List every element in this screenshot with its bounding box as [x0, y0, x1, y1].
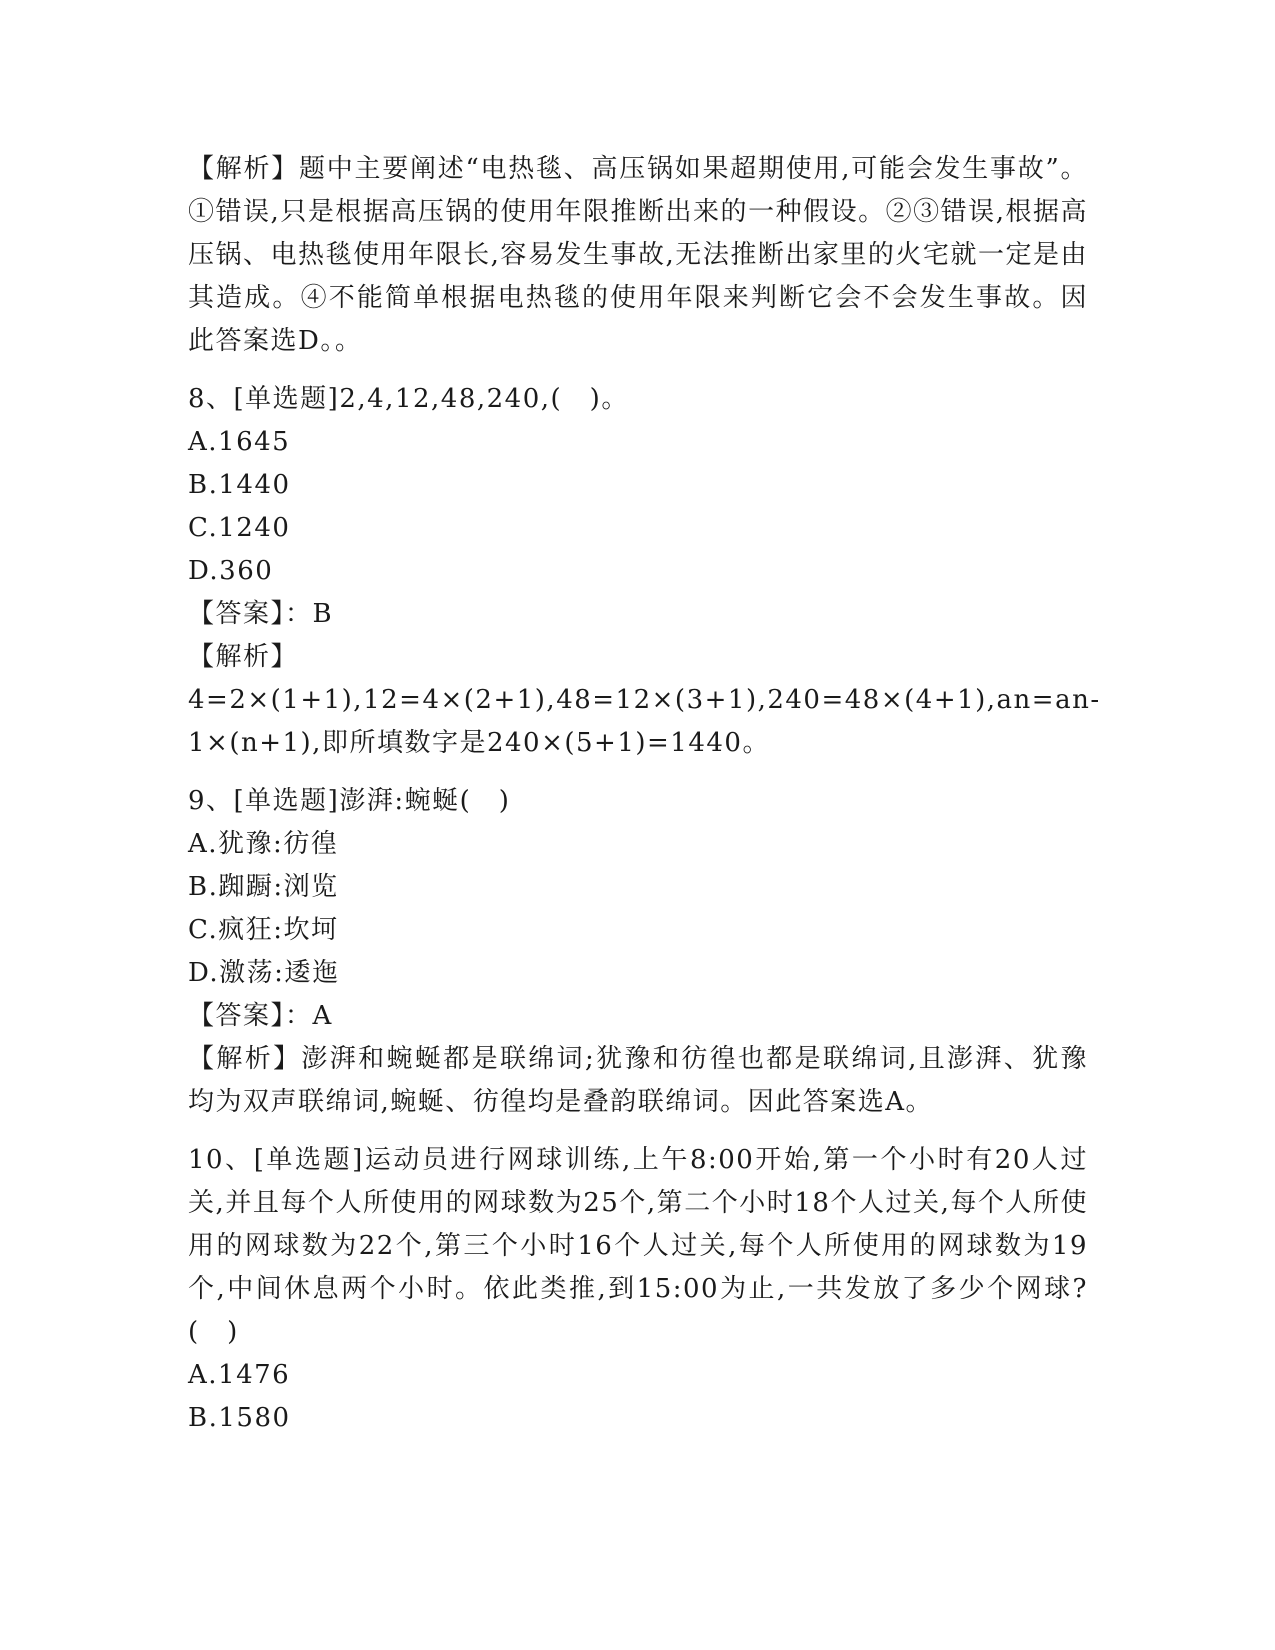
- spacer: [188, 765, 1088, 780]
- question-9-stem: 9、[单选题]澎湃:蜿蜒( ): [188, 786, 511, 816]
- question-10: [188, 1139, 1088, 1440]
- question-8-option-d: D.360: [188, 556, 274, 586]
- question-8-analysis-title: 【解析】: [188, 642, 299, 672]
- spacer: [188, 1124, 1088, 1139]
- question-9-option-d: D.激荡:逶迤: [188, 958, 340, 988]
- question-8-analysis: 4=2×(1+1),12=4×(2+1),48=12×(3+1),240=48×(4+1),an=an-1×(n+1),即所填数字是240×(5+1)=1440。: [188, 685, 1101, 758]
- question-10-stem: 10、[单选题]运动员进行网球训练,上午8:00开始,第一个小时有20人过关,并且每个人所使用的网球数为25个,第二个小时18个人过关,每个人所使用的网球数为22个,第三个小时16个人过关,每个人所使用的网球数为19个,中间休息两个小时。依此类推,到15:00为止,一共发放了多少个网球?( ): [188, 1145, 1088, 1347]
- question-8-option-a: A.1645: [188, 427, 291, 457]
- question-8-stem: 8、[单选题]2,4,12,48,240,( )。: [188, 384, 629, 414]
- prev-question-analysis: 【解析】题中主要阐述“电热毯、高压锅如果超期使用,可能会发生事故”。①错误,只是根据高压锅的使用年限推断出来的一种假设。②③错误,根据高压锅、电热毯使用年限长,容易发生事故,无法推断出家里的火宅就一定是由其造成。④不能简单根据电热毯的使用年限来判断它会不会发生事故。因此答案选D。。: [188, 154, 1088, 356]
- question-8-answer: 【答案】：B: [188, 599, 334, 629]
- question-9: [188, 780, 1088, 1124]
- question-9-option-a: A.犹豫:彷徨: [188, 829, 339, 859]
- question-10-option-a: A.1476: [188, 1360, 291, 1390]
- question-8: [188, 378, 1101, 765]
- question-10-option-b: B.1580: [188, 1403, 291, 1433]
- question-9-answer: 【答案】：A: [188, 1001, 333, 1031]
- question-8-option-c: C.1240: [188, 513, 291, 543]
- question-9-option-c: C.疯狂:坎坷: [188, 915, 339, 945]
- question-9-analysis: 【解析】澎湃和蜿蜒都是联绵词;犹豫和彷徨也都是联绵词,且澎湃、犹豫均为双声联绵词,蜿蜒、彷徨均是叠韵联绵词。因此答案选A。: [188, 1044, 1088, 1117]
- question-9-option-b: B.踟蹰:浏览: [188, 872, 339, 902]
- document-page: [188, 148, 1101, 1440]
- question-8-option-b: B.1440: [188, 470, 291, 500]
- spacer: [188, 363, 1088, 378]
